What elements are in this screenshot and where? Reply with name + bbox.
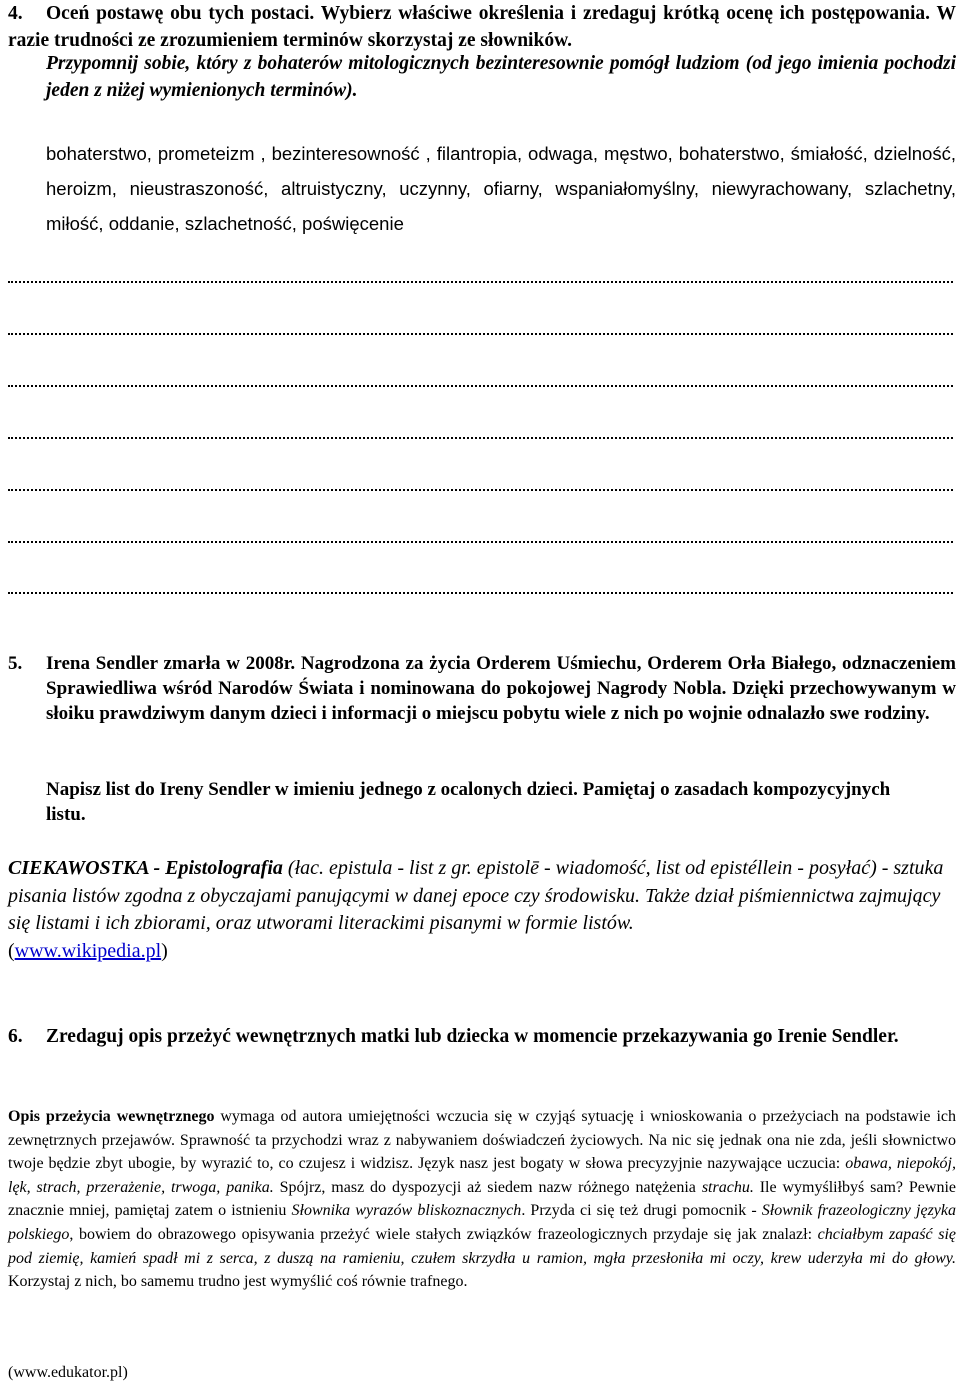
description-lead: Opis przeżycia wewnętrznego <box>8 1108 215 1125</box>
synonym-dictionary-title: Słownika wyrazów bliskoznacznych <box>291 1202 522 1220</box>
description-text: Ile wymyśliłbyś sam? Pewnie znacznie mniej, pamiętaj zatem o istnieniu <box>8 1178 957 1220</box>
phraseology-dictionary-title: Słownik frazeologiczny języka polskiego <box>8 1202 957 1243</box>
task-6-number: 6. <box>8 1026 23 1047</box>
description-text: , bowiem do obrazowego opisywania przeżyć wiele stałych związków frazeologicznych przydaje się jak znalazł: <box>69 1225 818 1243</box>
ciekawostka-source-close: ) <box>161 939 168 962</box>
answer-line[interactable] <box>8 592 953 594</box>
task-4-text: Oceń postawę obu tych postaci. Wybierz właściwe określenia i zredaguj krótką ocenę ich postępowania. W razie trudności ze zrozumieniem terminów skorzystaj ze słowników. <box>8 3 956 51</box>
answer-line[interactable] <box>8 281 953 283</box>
answer-line[interactable] <box>8 385 953 387</box>
answer-line[interactable] <box>8 541 953 543</box>
answer-line[interactable] <box>8 333 953 335</box>
answer-line[interactable] <box>8 437 953 439</box>
description-text: Spójrz, masz do dyspozycji aż siedem nazw różnego natężenia <box>273 1178 702 1196</box>
ciekawostka-source-open: ( <box>8 939 15 962</box>
emotion-words: obawa, niepokój, lęk, strach, przerażenie, trwoga, panika. <box>8 1155 956 1196</box>
answer-line[interactable] <box>8 489 953 491</box>
task-4-instruction <box>8 0 956 54</box>
wikipedia-link[interactable]: www.wikipedia.pl <box>14 939 162 962</box>
word-bank: bohaterstwo, prometeizm , bezinteresowność , filantropia, odwaga, męstwo, bohaterstwo, śmiałość, dzielność, heroizm, nieustraszoność, altruistyczny, uczynny, ofiarny, wspaniałomyślny, niewyrachowany, szlachetny, miłość, oddanie, szlachetność, poświęcenie <box>46 143 956 234</box>
description-text: Korzystaj z nich, bo samemu trudno jest wymyślić coś równie trafnego. <box>8 1273 468 1291</box>
task-6-instruction <box>8 1024 956 1050</box>
task-4-hint: Przypomnij sobie, który z bohaterów mitologicznych bezinteresownie pomógł ludziom (od jego imienia pochodzi jeden z niżej wymienionych terminów). <box>46 53 956 101</box>
ciekawostka-box <box>8 855 956 965</box>
task-5-number: 5. <box>8 653 23 674</box>
task-4-number: 4. <box>8 3 23 24</box>
description-text: . Przyda ci się też drugi pomocnik - <box>521 1202 762 1220</box>
ciekawostka-text: (łac. epistula - list z gr. epistolē - wiadomość, list od epistéllein - posyłać) - sztuka pisania listów zgodna z obyczajami panującymi w danej epoce czy środowisku. Także dział piśmiennictwa zajmujący się listami i ich zbiorami, oraz utworami literackimi pisanymi w formie listów. <box>8 857 944 934</box>
phrase-examples: chciałbym zapaść się pod ziemię, kamień spadł mi z serca, z duszą na ramieniu, czułem skrzydła u ramion, mgła przesłoniła mi oczy, krew uderzyła mi do głowy. <box>8 1225 956 1267</box>
task-6-text: Zredaguj opis przeżyć wewnętrznych matki lub dziecka w momencie przekazywania go Irenie Sendler. <box>46 1026 899 1047</box>
task-5-text: Irena Sendler zmarła w 2008r. Nagrodzona za życia Orderem Uśmiechu, Orderem Orła Białego, odznaczeniem Sprawiedliwa wśród Narodów Świata i nominowana do pokojowej Nagrody Nobla. Dzięki przechowywanym w słoiku prawdziwym danym dzieci i informacji o miejscu pobytu wiele z nich po wojnie odnalazło swe rodziny. <box>46 653 956 724</box>
description-text: wymaga od autora umiejętności wczucia się w czyjąś sytuację i wnioskowania o przeżyciach na podstawie ich zewnętrznych przejawów. Sprawność ta przychodzi wraz z nabywaniem doświadczeń życiowych. Na nic się jednak ona nie zda, jeśli słownictwo twoje będzie zbyt ubogie, by wyrazić to, co czujesz i widzisz. Język nasz jest bogaty w słowa precyzyjnie nazywające uczucia: <box>8 1108 956 1173</box>
ciekawostka-heading: CIEKAWOSTKA - Epistolografia <box>8 857 283 879</box>
task-5-instruction: Napisz list do Ireny Sendler w imieniu jednego z ocalonych dzieci. Pamiętaj o zasadach kompozycyjnych listu. <box>46 779 891 825</box>
strach-word: strachu. <box>701 1178 754 1196</box>
footer-source: (www.edukator.pl) <box>8 1364 128 1381</box>
description-paragraph <box>8 1105 956 1294</box>
task-5-intro <box>8 651 956 726</box>
